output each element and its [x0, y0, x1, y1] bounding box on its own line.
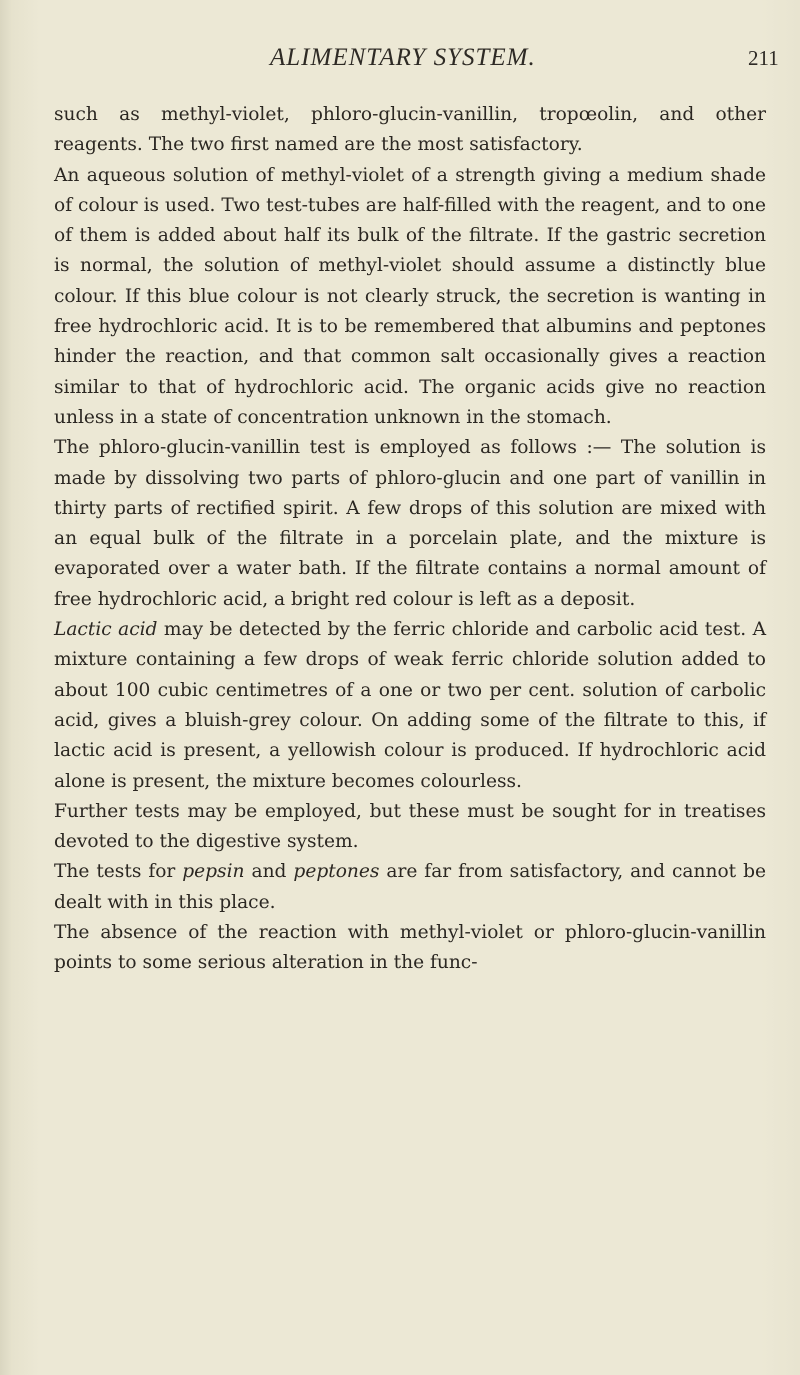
paragraph-2 [54, 161, 766, 434]
paragraph-3-text: The phloro-glucin-vanillin test is employed as follows :— The solution is made by dissolving two parts of phloro-glucin and one part of vanillin in thirty parts of rectified spirit. A few drops of this solution are mixed with an equal bulk of the filtrate in a porcelain plate, and the mixture is evaporated over a water bath. If the filtrate contains a normal amount of free hydrochloric acid, a bright red colour is left as a deposit. [54, 437, 766, 610]
paragraph-6-post: are far from satisfactory, and cannot be dealt with in this place. [54, 861, 766, 913]
running-head: ALIMENTARY SYSTEM. [270, 44, 536, 71]
paragraph-6-pre: The tests for [54, 861, 183, 883]
paragraph-6-italic-pepsin: pepsin [182, 861, 245, 883]
paragraph-1-text: such as methyl-violet, phloro-glucin-vanillin, tropœolin, and other reagents. The two first named are the most satisfactory. [54, 104, 766, 156]
paragraph-4-text: may be detected by the ferric chloride and carbolic acid test. A mixture containing a few drops of weak ferric chloride solution added to about 100 cubic centimetres of a one or two per cent. solution of carbolic acid, gives a bluish-grey colour. On adding some of the filtrate to this, if lactic acid is present, a yellowish colour is produced. If hydrochloric acid alone is present, the mixture becomes colourless. [54, 619, 767, 792]
paragraph-4 [54, 615, 766, 797]
paragraph-6-italic-peptones: peptones [293, 861, 380, 883]
paragraph-5-text: Further tests may be employed, but these must be sought for in treatises devoted to the digestive system. [54, 800, 766, 853]
paragraph-7-text: The absence of the reaction with methyl-violet or phloro-glucin-vanillin points to some serious alteration in the func- [54, 922, 766, 974]
page-number: 211 [748, 46, 779, 70]
paragraph-5 [54, 797, 766, 858]
paragraph-3 [54, 433, 766, 615]
page-header [0, 44, 800, 78]
paragraph-4-italic-lead: Lactic acid [54, 619, 158, 641]
paragraph-7 [54, 918, 766, 979]
body-text [54, 100, 766, 979]
paragraph-1 [54, 100, 766, 161]
paragraph-6 [54, 857, 766, 918]
paragraph-2-text: An aqueous solution of methyl-violet of a strength giving a medium shade of colour is used. Two test-tubes are half-filled with the reagent, and to one of them is added about half its bulk of the filtrate. If the gastric secretion is normal, the solution of methyl-violet should assume a distinctly blue colour. If this blue colour is not clearly struck, the secretion is wanting in free hydrochloric acid. It is to be remembered that albumins and peptones hinder the reaction, and that common salt occasionally gives a reaction similar to that of hydrochloric acid. The organic acids give no reaction unless in a state of concentration unknown in the stomach. [54, 164, 766, 428]
paragraph-6-mid: and [244, 861, 294, 883]
